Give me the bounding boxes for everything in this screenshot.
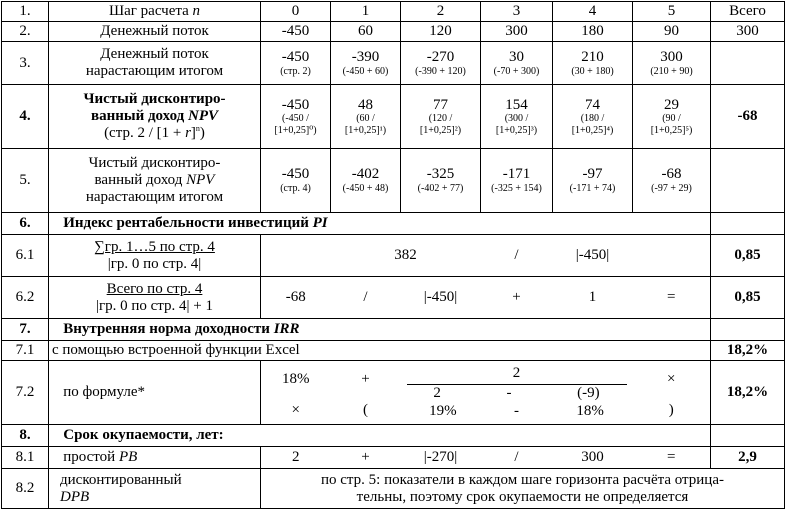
note-cell: по стр. 5: показатели в каждом шаге горизонта расчёта отрица- тельны, поэтому срок окупаемости не определяется (261, 469, 785, 509)
row-label: с помощью встроенной функции Excel (49, 341, 711, 361)
operator: + (361, 371, 370, 387)
step-cell: 0 (261, 2, 331, 22)
section-title: Индекс рентабельности инвестиций PI (49, 213, 711, 235)
operator: ) (668, 401, 674, 418)
value-cell: 90 (633, 22, 711, 42)
row-number: 8. (2, 425, 49, 447)
row-pi-1 (2, 235, 785, 277)
total-cell (711, 213, 785, 235)
value-cell: |-450| (553, 235, 633, 277)
row-number: 7. (2, 319, 49, 341)
row-number: 4. (2, 85, 49, 149)
row-number: 5. (2, 149, 49, 213)
row-label: Шаг расчета n (49, 2, 261, 22)
value-cell: 180 (553, 22, 633, 42)
row-label: Чистый дисконтиро- ванный доход NPV нарастающим итогом (49, 149, 261, 213)
step-cell: 2 (401, 2, 481, 22)
value-cell: -68 (261, 277, 331, 319)
row-number: 1. (2, 2, 49, 22)
total-cell: 0,85 (711, 277, 785, 319)
value-cell: 77 (120 / [1+0,25]²) (401, 85, 481, 149)
row-number: 3. (2, 42, 49, 85)
value-cell: -450 (стр. 2) (261, 42, 331, 85)
row-number: 8.2 (2, 469, 49, 509)
row-number: 8.1 (2, 447, 49, 469)
formula-fraction: Всего по стр. 4 |гр. 0 по стр. 4| + 1 (49, 277, 261, 319)
value-cell: 382 (331, 235, 481, 277)
operator: / (331, 277, 401, 319)
row-number: 6. (2, 213, 49, 235)
operator: × (291, 401, 300, 418)
section-title: Срок окупаемости, лет: (49, 425, 711, 447)
value-cell: 154 (300 / [1+0,25]³) (481, 85, 553, 149)
value-cell: -390 (-450 + 60) (331, 42, 401, 85)
irr-upper-rate: 19% (429, 403, 457, 420)
row-irr-2 (2, 361, 785, 425)
total-cell (711, 319, 785, 341)
value-cell: 210 (30 + 180) (553, 42, 633, 85)
value-cell: -402 (-450 + 48) (331, 149, 401, 213)
row-payback-discounted (2, 469, 785, 509)
value-cell: -450 (-450 / [1+0,25]⁰) (261, 85, 331, 149)
total-cell: 0,85 (711, 235, 785, 277)
value-cell: (-9) (577, 384, 600, 401)
value-cell: 2 (433, 384, 441, 401)
value-cell: -450 (261, 22, 331, 42)
row-pi-2 (2, 277, 785, 319)
step-cell: 4 (553, 2, 633, 22)
value-cell: 300 (210 + 90) (633, 42, 711, 85)
step-cell: 3 (481, 2, 553, 22)
row-cumulative-npv (2, 149, 785, 213)
row-payback-simple (2, 447, 785, 469)
row-label: Денежный поток нарастающим итогом (49, 42, 261, 85)
row-number: 7.2 (2, 361, 49, 425)
value-cell: 300 (481, 22, 553, 42)
value-cell: -450 (стр. 4) (261, 149, 331, 213)
irr-lower-rate: 18% (576, 403, 604, 420)
value-cell: 120 (401, 22, 481, 42)
row-cumulative-cash-flow (2, 42, 785, 85)
operator: = (633, 447, 711, 469)
total-cell: -68 (711, 85, 785, 149)
total-cell (711, 42, 785, 85)
value-cell: 29 (90 / [1+0,25]⁵) (633, 85, 711, 149)
operator: / (481, 447, 553, 469)
value-cell: 2 (261, 447, 331, 469)
value-cell: -97 (-171 + 74) (553, 149, 633, 213)
row-number: 6.1 (2, 235, 49, 277)
investment-calculation-table (1, 1, 785, 509)
section-title: Внутренняя норма доходности IRR (49, 319, 711, 341)
value-cell: 30 (-70 + 300) (481, 42, 553, 85)
row-irr-1 (2, 341, 785, 361)
value-cell: 60 (331, 22, 401, 42)
row-label: Денежный поток (49, 22, 261, 42)
total-header: Всего (711, 2, 785, 22)
row-payback-header (2, 425, 785, 447)
row-npv (2, 85, 785, 149)
row-label: по формуле* (49, 361, 261, 425)
total-cell (711, 425, 785, 447)
operator: × (667, 371, 676, 387)
value-cell: -171 (-325 + 154) (481, 149, 553, 213)
row-label: дисконтированный DPB (49, 469, 261, 509)
value-cell: 48 (60 / [1+0,25]¹) (331, 85, 401, 149)
row-pi-header (2, 213, 785, 235)
value-cell: 300 (553, 447, 633, 469)
step-cell: 5 (633, 2, 711, 22)
operator: - (513, 403, 519, 420)
value-cell: -325 (-402 + 77) (401, 149, 481, 213)
total-cell: 18,2% (711, 341, 785, 361)
operator: = (633, 277, 711, 319)
operator: - (506, 384, 512, 401)
total-cell (711, 149, 785, 213)
formula-fraction: ∑гр. 1…5 по стр. 4 |гр. 0 по стр. 4| (49, 235, 261, 277)
value-cell: |-450| (401, 277, 481, 319)
row-number: 6.2 (2, 277, 49, 319)
row-number: 2. (2, 22, 49, 42)
operator: + (481, 277, 553, 319)
total-cell: 300 (711, 22, 785, 42)
row-cash-flow (2, 22, 785, 42)
operator: / (481, 235, 553, 277)
total-cell: 18,2% (711, 361, 785, 425)
row-number: 7.1 (2, 341, 49, 361)
value-cell: |-270| (401, 447, 481, 469)
row-step (2, 2, 785, 22)
irr-numerator: 2 (512, 364, 521, 381)
value-cell: 74 (180 / [1+0,25]⁴) (553, 85, 633, 149)
value-cell: -68 (-97 + 29) (633, 149, 711, 213)
row-label: простой PB (49, 447, 261, 469)
operator: ( (363, 401, 368, 418)
irr-lower-rate: 18% (282, 371, 310, 387)
step-cell: 1 (331, 2, 401, 22)
value-cell: 1 (553, 277, 633, 319)
row-label: Чистый дисконтиро- ванный доход NPV (стр. $2 / [1 + r]^n$) (49, 85, 261, 149)
value-cell: -270 (-390 + 120) (401, 42, 481, 85)
operator: + (331, 447, 401, 469)
total-cell: 2,9 (711, 447, 785, 469)
row-irr-header (2, 319, 785, 341)
